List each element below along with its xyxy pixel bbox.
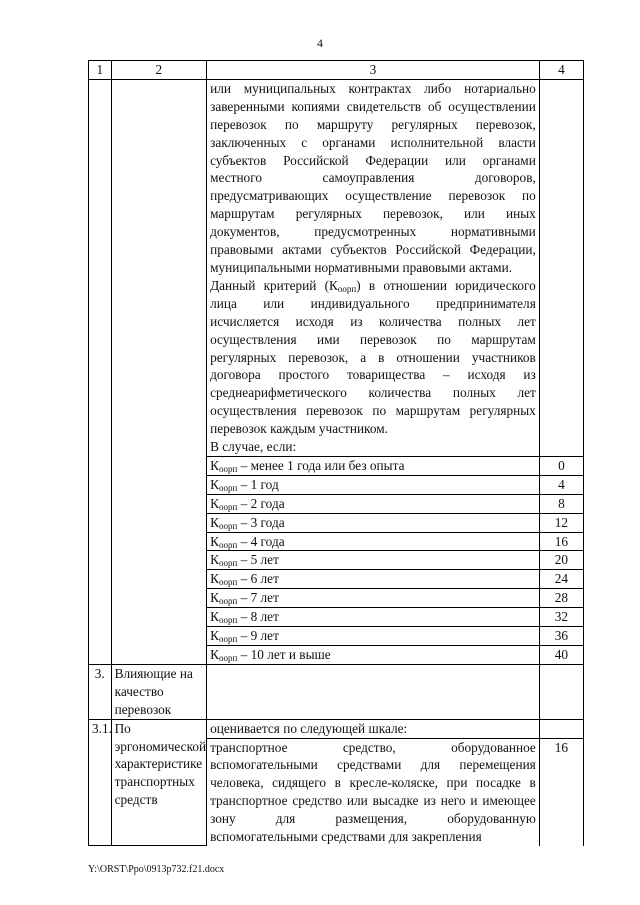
scale-label-text: – менее 1 года или без опыта bbox=[237, 457, 405, 473]
scale-label bbox=[207, 532, 540, 551]
scale-score: 24 bbox=[539, 570, 583, 589]
scale-label-text: – 3 года bbox=[237, 514, 285, 530]
scale-label-text: – 9 лет bbox=[237, 628, 279, 644]
k-letter: К bbox=[210, 495, 219, 511]
section-3-1-intro-score bbox=[539, 719, 583, 738]
k-subscript: оорп bbox=[218, 501, 238, 512]
k-subscript: оорп bbox=[218, 596, 238, 607]
k-letter: К bbox=[210, 590, 219, 606]
header-col-4: 4 bbox=[539, 61, 583, 80]
scale-label-text: – 7 лет bbox=[237, 590, 279, 606]
criterion-paragraph-suffix: ) в отношении юридического лица или индивидуального предпринимателя исчисляется исходя из количества полных лет осуществления ими перевозок по маршрутам регулярных перевозок, а в отношении участников договора простого товарищества – исходя из среднеарифметического количества полных лет осуществления перевозок по маршрутам регулярных перевозок каждым участником. bbox=[210, 277, 536, 437]
scale-label bbox=[207, 551, 540, 570]
k-subscript: оорп bbox=[218, 615, 238, 626]
continuation-paragraph: или муниципальных контрактах либо нотариально заверенными копиями свидетельств об осуществлении перевозок по маршруту регулярных перевозок, заключенных с органами исполнительной власти субъектов Российской Федерации или органами местного самоуправления договоров, предусматривающих осуществление перевозок по маршрутам регулярных перевозок, или иных документов, предусмотренных нормативными правовыми актами субъектов Российской Федерации, муниципальными нормативными правовыми актами. bbox=[210, 80, 536, 275]
scale-label-text: – 2 года bbox=[237, 495, 285, 511]
scale-score: 28 bbox=[539, 589, 583, 608]
k-subscript: оорп bbox=[218, 558, 238, 569]
criterion-paragraph-prefix: Данный критерий (К bbox=[210, 277, 338, 293]
scale-label bbox=[207, 513, 540, 532]
number-cell-continuation bbox=[89, 79, 112, 664]
k-subscript: оорп bbox=[218, 520, 238, 531]
section-3-row bbox=[89, 664, 584, 719]
criterion-paragraph bbox=[210, 277, 536, 438]
header-col-2: 2 bbox=[111, 61, 207, 80]
k-letter: К bbox=[210, 514, 219, 530]
criteria-table bbox=[88, 60, 584, 846]
scale-score: 8 bbox=[539, 494, 583, 513]
scale-label-text: – 6 лет bbox=[237, 571, 279, 587]
page-number: 4 bbox=[317, 36, 323, 50]
k-letter: К bbox=[210, 609, 219, 625]
section-3-1-intro-row bbox=[89, 719, 584, 738]
scale-score: 0 bbox=[539, 456, 583, 475]
description-cell bbox=[207, 79, 540, 456]
k-subscript: оорп bbox=[218, 634, 238, 645]
scale-score: 20 bbox=[539, 551, 583, 570]
scale-score: 16 bbox=[539, 532, 583, 551]
k-letter: К bbox=[210, 647, 219, 662]
k-letter: К bbox=[210, 571, 219, 587]
scale-label-text: – 8 лет bbox=[237, 609, 279, 625]
scale-score: 36 bbox=[539, 627, 583, 646]
scale-label bbox=[207, 627, 540, 646]
scale-label-text: – 1 год bbox=[237, 476, 279, 492]
section-3-title: Влияющие на качество перевозок bbox=[111, 664, 207, 719]
scale-label bbox=[207, 456, 540, 475]
k-letter: К bbox=[210, 628, 219, 644]
k-subscript: оорп bbox=[218, 539, 238, 550]
section-3-1-item-score: 16 bbox=[539, 738, 583, 846]
section-3-description bbox=[207, 664, 540, 719]
table-header-row bbox=[89, 61, 584, 80]
header-col-1: 1 bbox=[89, 61, 112, 80]
k-letter: К bbox=[210, 552, 219, 568]
scale-score: 40 bbox=[539, 646, 583, 665]
section-3-1-item-text: транспортное средство, оборудованное вспомогательными средствами для перемещения человека, сидящего в кресле-коляске, при посадке в транспортное средство или высадке из него и имеющее зону для размещения, оборудованную вспомогательными средствами для закрепления bbox=[207, 738, 540, 846]
description-row bbox=[89, 79, 584, 456]
section-3-1-number: 3.1. bbox=[89, 719, 112, 846]
k-subscript: оорп bbox=[218, 482, 238, 493]
header-col-3: 3 bbox=[207, 61, 540, 80]
section-3-1-title-text: По эргономической характеристике транспортных средств bbox=[114, 720, 207, 808]
section-3-score bbox=[539, 664, 583, 719]
in-case-paragraph: В случае, если: bbox=[210, 439, 297, 455]
k-subscript: оорп bbox=[218, 577, 238, 588]
scale-label bbox=[207, 646, 540, 665]
scale-label bbox=[207, 589, 540, 608]
scale-score: 32 bbox=[539, 608, 583, 627]
criterion-subscript: oорп bbox=[337, 283, 357, 294]
footer-file-path: Y:\ORST\Ppo\0913p732.f21.docx bbox=[88, 864, 225, 875]
scale-label-text: – 10 лет и выше bbox=[237, 647, 331, 662]
scale-score: 12 bbox=[539, 513, 583, 532]
scale-label bbox=[207, 475, 540, 494]
scale-label bbox=[207, 570, 540, 589]
criterion-cell-continuation bbox=[111, 79, 207, 664]
scale-label bbox=[207, 494, 540, 513]
section-3-number: 3. bbox=[89, 664, 112, 719]
scale-label bbox=[207, 608, 540, 627]
k-letter: К bbox=[210, 457, 219, 473]
k-letter: К bbox=[210, 476, 219, 492]
score-cell-empty bbox=[539, 79, 583, 456]
k-letter: К bbox=[210, 533, 219, 549]
k-subscript: оорп bbox=[218, 653, 238, 663]
section-3-1-title bbox=[111, 719, 207, 846]
scale-label-text: – 4 года bbox=[237, 533, 285, 549]
scale-score: 4 bbox=[539, 475, 583, 494]
scale-label-text: – 5 лет bbox=[237, 552, 279, 568]
section-3-1-scale-intro: оценивается по следующей шкале: bbox=[207, 719, 540, 738]
k-subscript: оорп bbox=[218, 463, 238, 474]
